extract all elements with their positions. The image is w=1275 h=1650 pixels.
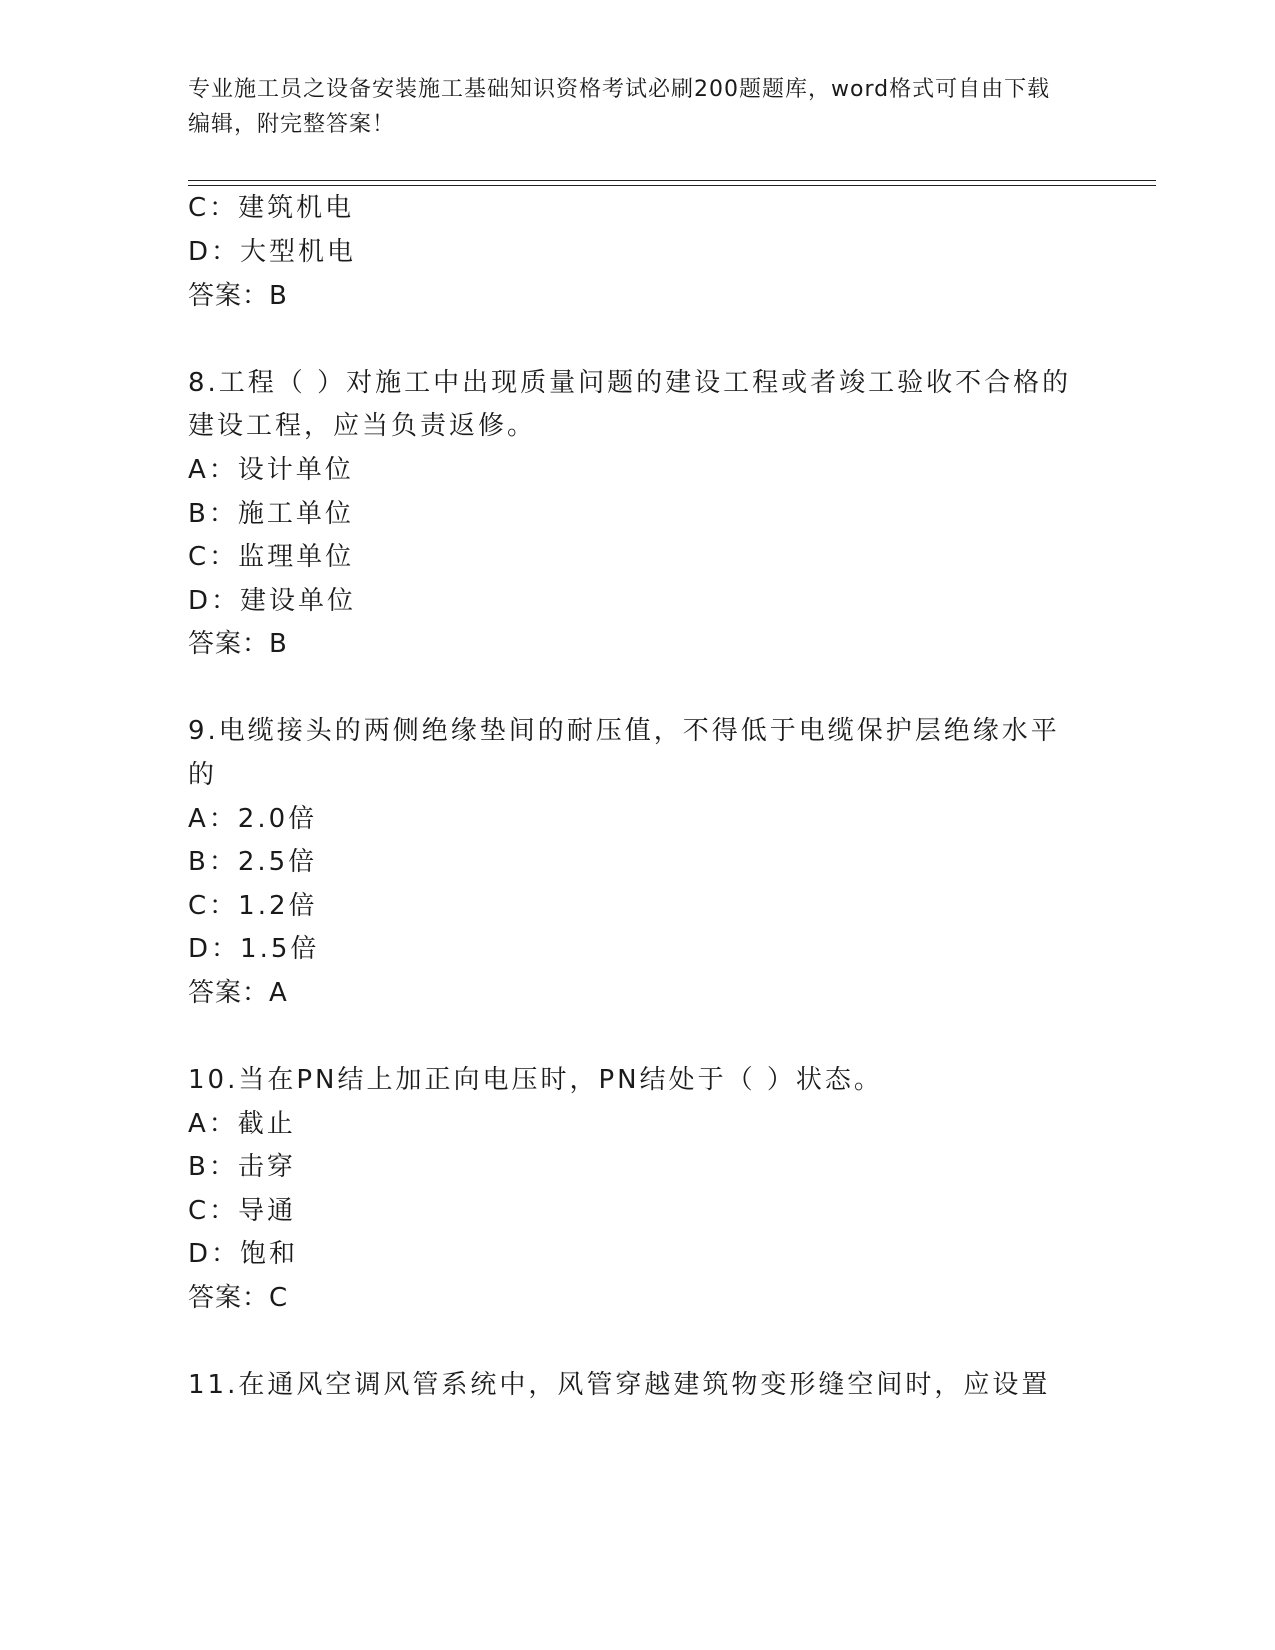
q8-stem-line1: 8.工程（ ）对施工中出现质量问题的建设工程或者竣工验收不合格的 bbox=[188, 368, 1072, 398]
q10-option-b: B：击穿 bbox=[188, 1152, 296, 1182]
q9-option-d: D：1.5倍 bbox=[188, 934, 320, 964]
q7-option-d: D：大型机电 bbox=[188, 237, 357, 267]
q9-stem-line2: 的 bbox=[188, 760, 218, 790]
q7-answer: 答案：B bbox=[188, 281, 288, 311]
q9-answer: 答案：A bbox=[188, 978, 288, 1008]
q9-option-c: C：1.2倍 bbox=[188, 891, 318, 921]
header-divider-top bbox=[188, 180, 1156, 181]
q7-option-c: C：建筑机电 bbox=[188, 193, 355, 223]
q9-stem-line1: 9.电缆接头的两侧绝缘垫间的耐压值，不得低于电缆保护层绝缘水平 bbox=[188, 716, 1060, 746]
q8-stem-line2: 建设工程，应当负责返修。 bbox=[188, 411, 537, 441]
q8-option-d: D：建设单位 bbox=[188, 586, 357, 616]
q10-option-a: A：截止 bbox=[188, 1109, 296, 1139]
q9-option-b: B：2.5倍 bbox=[188, 847, 318, 877]
q11-stem: 11.在通风空调风管系统中，风管穿越建筑物变形缝空间时，应设置 bbox=[188, 1370, 1051, 1400]
q9-option-a: A：2.0倍 bbox=[188, 804, 318, 834]
header-divider-bottom bbox=[188, 185, 1156, 186]
q8-option-c: C：监理单位 bbox=[188, 542, 355, 572]
q10-option-c: C：导通 bbox=[188, 1196, 297, 1226]
q8-option-b: B：施工单位 bbox=[188, 499, 354, 529]
q10-answer: 答案：C bbox=[188, 1283, 289, 1313]
q8-answer: 答案：B bbox=[188, 629, 288, 659]
document-header: 专业施工员之设备安装施工基础知识资格考试必刷200题题库，word格式可自由下载编辑，附完整答案！ bbox=[188, 77, 1051, 137]
q8-option-a: A：设计单位 bbox=[188, 455, 354, 485]
q10-stem: 10.当在PN结上加正向电压时，PN结处于（ ）状态。 bbox=[188, 1065, 883, 1095]
q10-option-d: D：饱和 bbox=[188, 1239, 299, 1269]
